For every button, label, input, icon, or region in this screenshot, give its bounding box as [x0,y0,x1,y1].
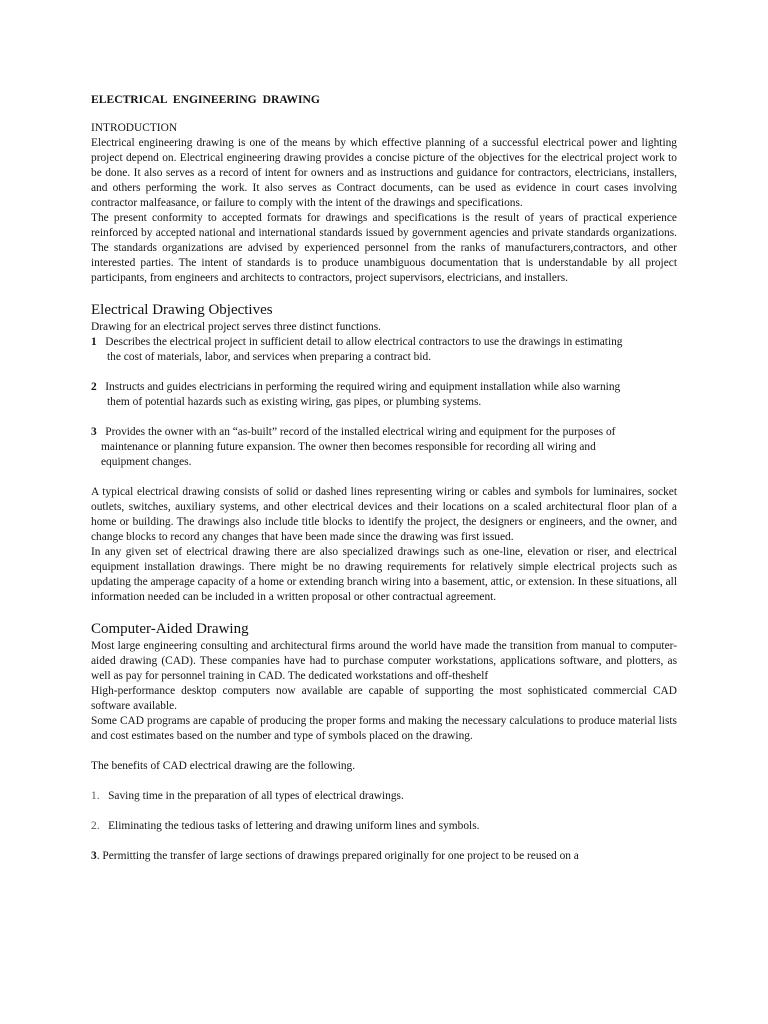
objective-text-line2: the cost of materials, labor, and services when preparing a contract bid. [107,351,432,363]
benefit-number: 3 [91,850,97,862]
objectives-intro: Drawing for an electrical project serves three distinct functions. [91,321,382,333]
objective-text-line1: Describes the electrical project in sufficient detail to allow electrical contractors to use the drawings in estimating [105,336,623,348]
intro-paragraph-1: Electrical engineering drawing is one of the means by which effective planning of a successful electrical power and lighting project depend on. Electrical engineering drawing provides a concise picture of the objectives for the electrical project work to be done. It also serves as a record of intent for owners and as instructions and guidance for contractors, electricians, installers, and others performing the work. It also serves as Contract documents, can be used as evidence in court cases involving contractor malfeasance, or failure to comply with the intent of the drawings and specifications. [91,137,677,209]
cad-paragraph-2: High-performance desktop computers now available are capable of supporting the most sophisticated commercial CAD software available. [91,685,677,712]
objective-item-3 [91,425,677,470]
benefit-item-2 [91,819,677,834]
objectives-heading: Electrical Drawing Objectives [91,302,273,318]
benefit-item-3 [91,849,677,864]
benefit-item-1 [91,789,677,804]
document-title: ELECTRICAL ENGINEERING DRAWING [91,93,320,106]
objective-text-line2: them of potential hazards such as existing wiring, gas pipes, or plumbing systems. [107,396,482,408]
objective-item-1 [91,335,677,365]
objective-text-line2: maintenance or planning future expansion. The owner then becomes responsible for recording all wiring and [101,441,596,453]
body-paragraph-2: In any given set of electrical drawing there are also specialized drawings such as one-line, elevation or riser, and electrical equipment installation drawings. There might be no drawing requirements for relatively simple electrical projects such as updating the amperage capacity of a home or extending branch wiring into a basement, attic, or extension. In these situations, all information needed can be included in a written proposal or other contractual agreement. [91,546,677,603]
benefit-text: Eliminating the tedious tasks of lettering and drawing uniform lines and symbols. [108,820,480,832]
benefit-number: 1. [91,790,100,802]
objective-text-line1: Provides the owner with an “as-built” record of the installed electrical wiring and equipment for the purposes of [105,426,616,438]
body-paragraph-1: A typical electrical drawing consists of solid or dashed lines representing wiring or cables and symbols for luminaires, socket outlets, switches, auxiliary systems, and other electrical devices and their locations on a scaled architectural floor plan of a home or building. The drawings also include title blocks to identify the project, the designers or engineers, and the owner, and change blocks to record any changes that have been made since the drawing was first issued. [91,486,677,543]
benefit-text: . Permitting the transfer of large sections of drawings prepared originally for one project to be reused on a [96,850,579,862]
cad-heading: Computer-Aided Drawing [91,621,249,637]
objective-text-line1: Instructs and guides electricians in performing the required wiring and equipment installation while also warning [105,381,621,393]
benefit-number: 2. [91,820,100,832]
objective-number: 3 [91,426,97,438]
cad-paragraph-1: Most large engineering consulting and architectural firms around the world have made the transition from manual to computer-aided drawing (CAD). These companies have had to purchase computer workstations, applications software, and plotters, as well as pay for personnel training in CAD. The dedicated workstations and off-theshelf [91,640,677,682]
benefits-intro: The benefits of CAD electrical drawing are the following. [91,760,356,772]
cad-paragraph-3: Some CAD programs are capable of producing the proper forms and making the necessary calculations to produce material lists and cost estimates based on the number and type of symbols placed on the drawing. [91,715,677,742]
objective-text-line3: equipment changes. [101,456,192,468]
objective-item-2 [91,380,677,410]
intro-paragraph-2: The present conformity to accepted formats for drawings and specifications is the result of years of practical experience reinforced by accepted national and international standards issued by government agencies and private standards organizations. The standards organizations are advised by experienced personnel from the ranks of manufacturers,contractors, and other interested parties. The intent of standards is to produce unambiguous documentation that is understandable by all project participants, from engineers and architects to contractors, project supervisors, electricians, and installers. [91,212,677,284]
benefit-text: Saving time in the preparation of all types of electrical drawings. [108,790,404,802]
objective-number: 1 [91,336,97,348]
objective-number: 2 [91,381,97,393]
document-page [91,92,677,864]
introduction-label: INTRODUCTION [91,122,178,134]
